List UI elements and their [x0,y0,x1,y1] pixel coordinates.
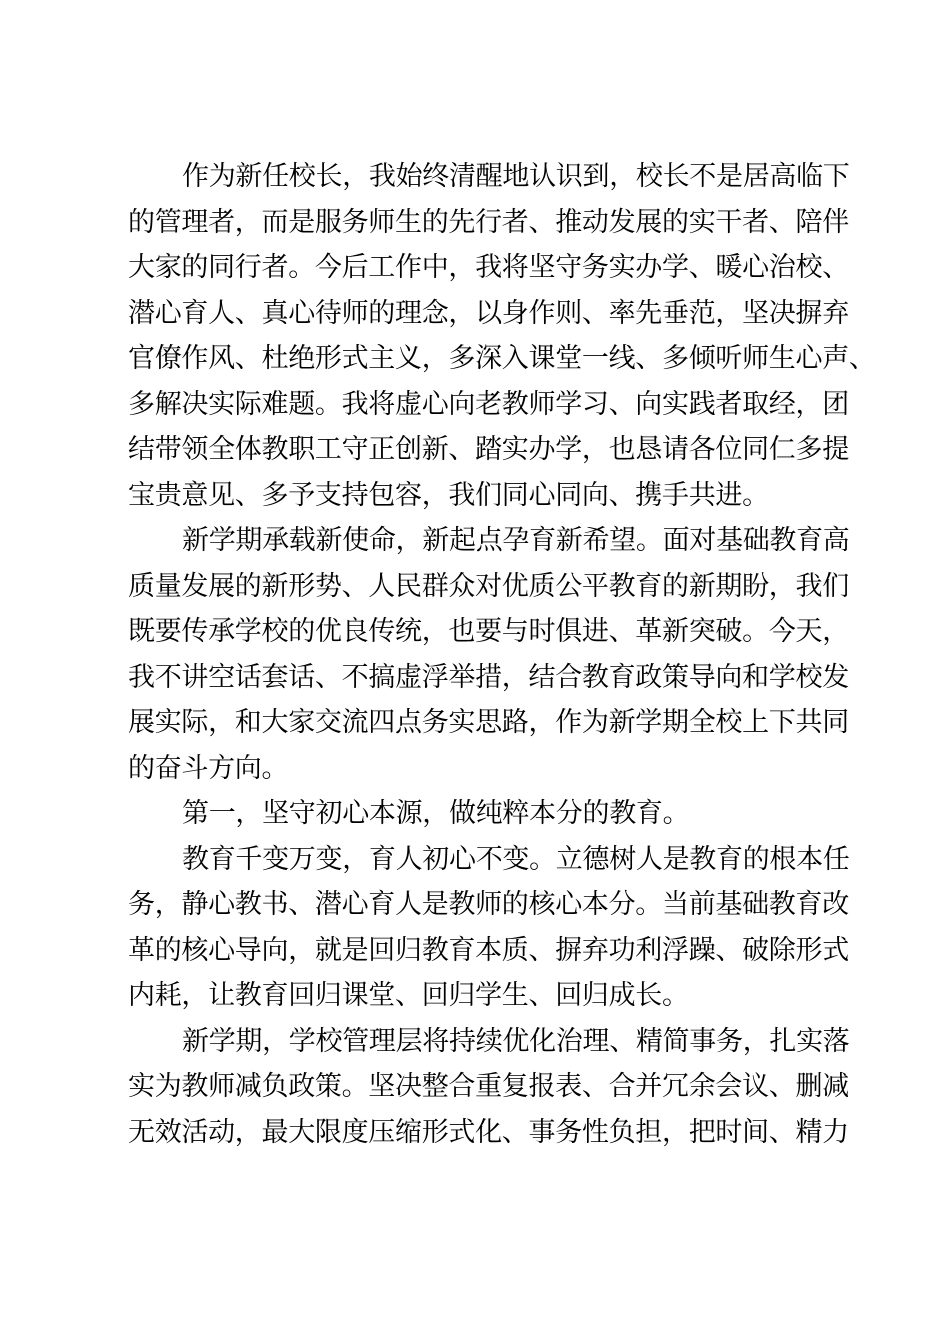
text-line: 实为教师减负政策。坚决整合重复报表、合并冗余会议、删减 [128,1071,849,1102]
paragraph-new-semester-mission [128,518,850,791]
text-line: 内耗，让教育回归课堂、回归学生、回归成长。 [128,980,689,1011]
text-line: 新学期承载新使命，新起点孕育新希望。面对基础教育高 [182,525,850,556]
section-heading-first-point [128,791,832,837]
paragraph-burden-reduction [128,1019,850,1156]
text-line: 我不讲空话套话、不搞虚浮举措，结合教育政策导向和学校发 [128,661,849,693]
text-line: 既要传承学校的优良传统，也要与时俱进、革新突破。今天， [128,616,849,647]
text-line: 无效活动，最大限度压缩形式化、事务性负担，把时间、精力 [128,1116,849,1148]
document-body [128,154,876,1155]
text-line: 的奋斗方向。 [128,752,289,784]
text-line: 结带领全体教职工守正创新、踏实办学，也恳请各位同仁多提 [128,434,849,465]
text-line: 多解决实际难题。我将虚心向老教师学习、向实践者取经，团 [128,388,849,420]
text-line: 教育千变万变，育人初心不变。立德树人是教育的根本任 [182,843,850,875]
paragraph-principal-role [128,154,876,518]
text-line: 新学期，学校管理层将持续优化治理、精简事务，扎实落 [182,1025,850,1057]
text-line: 务，静心教书、潜心育人是教师的核心本分。当前基础教育改 [128,889,849,920]
text-line: 宝贵意见、多予支持包容，我们同心同向、携手共进。 [128,479,769,511]
text-line: 大家的同行者。今后工作中，我将坚守务实办学、暖心治校、 [128,252,849,283]
text-line: 第一，坚守初心本源，做纯粹本分的教育。 [182,798,690,829]
text-line: 潜心育人、真心待师的理念，以身作则、率先垂范，坚决摒弃 [128,297,849,329]
text-line: 革的核心导向，就是回归教育本质、摒弃功利浮躁、破除形式 [128,934,849,966]
paragraph-original-intention [128,837,850,1019]
text-line: 作为新任校长，我始终清醒地认识到，校长不是居高临下 [182,161,850,192]
text-line: 官僚作风、杜绝形式主义，多深入课堂一线、多倾听师生心声、 [128,343,876,374]
text-line: 展实际，和大家交流四点务实思路，作为新学期全校上下共同 [128,707,849,738]
text-line: 的管理者，而是服务师生的先行者、推动发展的实干者、陪伴 [128,206,849,238]
text-line: 质量发展的新形势、人民群众对优质公平教育的新期盼，我们 [128,570,849,602]
